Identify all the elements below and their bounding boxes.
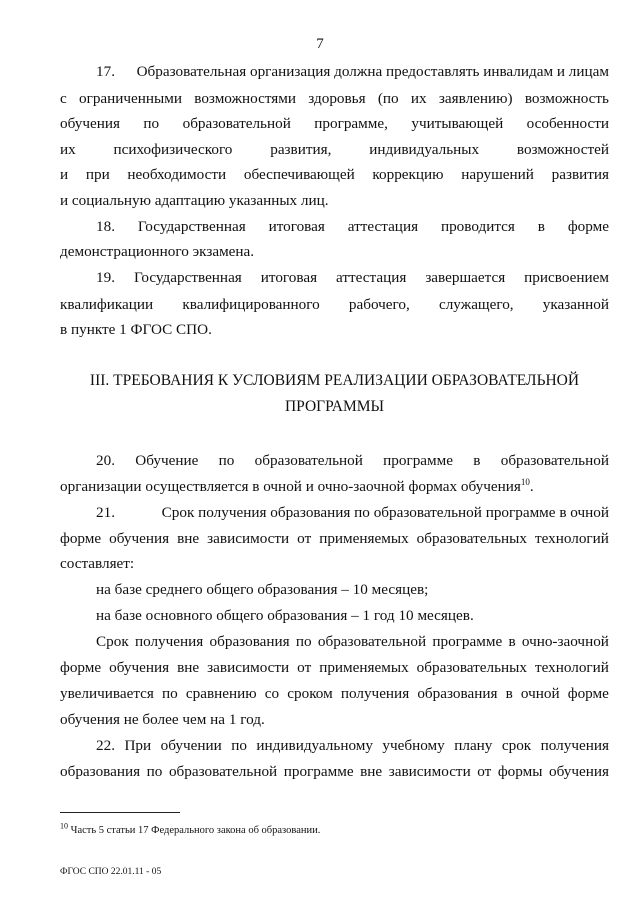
word: 22. bbox=[96, 737, 115, 754]
word: 17. bbox=[96, 63, 115, 80]
word: завершается bbox=[425, 269, 506, 286]
word: вне bbox=[177, 659, 200, 676]
word: 20. bbox=[96, 452, 115, 469]
word: 19. bbox=[96, 269, 115, 286]
word: образовательной bbox=[500, 452, 609, 469]
word: Срок получения образования по образовательной программе в очной bbox=[161, 504, 609, 521]
word: квалифицированного bbox=[182, 296, 320, 313]
word: образования bbox=[60, 763, 141, 780]
word: от bbox=[297, 530, 312, 547]
word: программе bbox=[383, 452, 453, 469]
word: обучении bbox=[160, 737, 222, 754]
word: (по bbox=[377, 90, 399, 107]
word: сравнению bbox=[185, 685, 257, 702]
footnote bbox=[60, 821, 321, 838]
word: Обучение bbox=[135, 452, 199, 469]
word: по bbox=[295, 633, 312, 650]
footnote-number: 10 bbox=[60, 821, 68, 831]
p17-line-4 bbox=[60, 140, 609, 160]
word: Государственная bbox=[137, 218, 246, 235]
word: срок bbox=[501, 737, 532, 754]
word: формы bbox=[497, 763, 543, 780]
p20-line-1 bbox=[96, 451, 609, 471]
word: проводится bbox=[440, 218, 515, 235]
word: развития bbox=[551, 166, 609, 183]
word: психофизического bbox=[113, 141, 233, 158]
word: возможностями bbox=[194, 90, 297, 107]
word: нарушений bbox=[461, 166, 534, 183]
word: программе bbox=[432, 633, 503, 650]
word: здоровья bbox=[308, 90, 366, 107]
word: зависимости bbox=[207, 530, 290, 547]
word: учитывающей bbox=[411, 115, 504, 132]
word: их bbox=[60, 141, 76, 158]
word: обучения bbox=[109, 659, 170, 676]
word: вне bbox=[177, 530, 200, 547]
word: индивидуальному bbox=[256, 737, 373, 754]
p17-line-5 bbox=[60, 165, 609, 185]
word: образовательной bbox=[182, 115, 291, 132]
word: с bbox=[60, 90, 67, 107]
p22-line-1 bbox=[96, 736, 609, 756]
word: по bbox=[218, 452, 235, 469]
p21-item-2: на базе основного общего образования – 1 год 10 месяцев. bbox=[96, 607, 474, 624]
word: увеличивается bbox=[60, 685, 154, 702]
word: Срок bbox=[96, 633, 129, 650]
p18-line-2: демонстрационного экзамена. bbox=[60, 243, 255, 260]
word: Образовательная организация должна предоставлять инвалидам и лицам bbox=[136, 63, 609, 80]
p21-cont-line-3 bbox=[60, 684, 609, 704]
word: учебному bbox=[382, 737, 445, 754]
p21-cont-line-1 bbox=[96, 632, 609, 652]
word: 18. bbox=[96, 218, 115, 235]
page-footer: ФГОС СПО 22.01.11 - 05 bbox=[60, 867, 162, 877]
word: их bbox=[410, 90, 427, 107]
word: по bbox=[162, 685, 178, 702]
word: заявлению) bbox=[438, 90, 513, 107]
word: итоговая bbox=[268, 218, 325, 235]
word: необходимости bbox=[127, 166, 227, 183]
word: форме bbox=[567, 218, 609, 235]
word: в bbox=[537, 218, 545, 235]
word: обучения bbox=[549, 763, 609, 780]
word: от bbox=[297, 659, 312, 676]
word: указанной bbox=[542, 296, 609, 313]
word: образовательной bbox=[254, 452, 363, 469]
word: квалификации bbox=[60, 296, 154, 313]
word: в bbox=[508, 633, 516, 650]
word: 21. bbox=[96, 504, 115, 521]
p19-line-2 bbox=[60, 295, 609, 315]
p17-line-3 bbox=[60, 114, 609, 134]
footnote-ref-10: 10 bbox=[520, 476, 530, 487]
word: образовательной bbox=[168, 763, 278, 780]
p18-line-1 bbox=[96, 217, 609, 237]
p21-line-1 bbox=[96, 503, 609, 523]
page-number: 7 bbox=[316, 36, 324, 52]
p21-cont-line-2 bbox=[60, 658, 609, 678]
word: форме bbox=[567, 685, 609, 702]
word: коррекцию bbox=[372, 166, 444, 183]
word: от bbox=[477, 763, 492, 780]
word: образовательных bbox=[416, 530, 527, 547]
word: возможностей bbox=[516, 141, 609, 158]
word: в bbox=[505, 685, 513, 702]
p19-line-3: в пункте 1 ФГОС СПО. bbox=[60, 321, 212, 338]
word: применяемых bbox=[319, 659, 409, 676]
word: образования bbox=[417, 685, 498, 702]
p21-line-2 bbox=[60, 529, 609, 549]
word: особенности bbox=[526, 115, 609, 132]
p17-line-6: и социальную адаптацию указанных лиц. bbox=[60, 192, 329, 209]
p19-line-1 bbox=[96, 268, 609, 288]
word: обучения bbox=[109, 530, 170, 547]
word: образовательных bbox=[416, 659, 527, 676]
word: аттестация bbox=[347, 218, 419, 235]
p17-line-2 bbox=[60, 89, 609, 109]
word: получения bbox=[540, 737, 609, 754]
word: по bbox=[146, 763, 163, 780]
section-heading-line-2: ПРОГРАММЫ bbox=[284, 398, 385, 415]
word: присвоением bbox=[524, 269, 609, 286]
word: образования bbox=[209, 633, 290, 650]
word: в bbox=[473, 452, 481, 469]
word: возможность bbox=[524, 90, 609, 107]
word: технологий bbox=[534, 530, 609, 547]
word: программе bbox=[283, 763, 354, 780]
word: плану bbox=[454, 737, 493, 754]
word: по bbox=[143, 115, 160, 132]
word: итоговая bbox=[260, 269, 318, 286]
p21-line-3: составляет: bbox=[60, 555, 135, 572]
word: рабочего, bbox=[348, 296, 410, 313]
word: технологий bbox=[534, 659, 609, 676]
word: вне bbox=[360, 763, 383, 780]
word: форме bbox=[60, 530, 102, 547]
word: очно-заочной bbox=[521, 633, 609, 650]
footnote-separator bbox=[60, 812, 180, 813]
word: развития, bbox=[270, 141, 332, 158]
word: ограниченными bbox=[79, 90, 182, 107]
word: получения bbox=[134, 633, 204, 650]
word: программе, bbox=[314, 115, 388, 132]
word: обучения bbox=[60, 115, 120, 132]
word: форме bbox=[60, 659, 102, 676]
word: получения bbox=[340, 685, 410, 702]
word: применяемых bbox=[319, 530, 409, 547]
word: обеспечивающей bbox=[243, 166, 355, 183]
footnote-text: Часть 5 статьи 17 Федерального закона об образовании. bbox=[68, 825, 321, 836]
p22-line-2 bbox=[60, 762, 609, 782]
p20-line-2-text: организации осуществляется в очной и очно-заочной формах обучения bbox=[60, 478, 521, 495]
section-heading-line-1: III. ТРЕБОВАНИЯ К УСЛОВИЯМ РЕАЛИЗАЦИИ ОБРАЗОВАТЕЛЬНОЙ bbox=[89, 372, 580, 389]
word: и bbox=[60, 166, 69, 183]
p20-line-2 bbox=[60, 477, 609, 497]
p17-line-1 bbox=[96, 62, 609, 82]
p20-line-2-end: . bbox=[529, 478, 534, 495]
word: по bbox=[231, 737, 247, 754]
word: служащего, bbox=[438, 296, 514, 313]
p21-cont-line-4: обучения не более чем на 1 год. bbox=[60, 711, 265, 728]
word: зависимости bbox=[207, 659, 290, 676]
word: образовательной bbox=[317, 633, 427, 650]
word: сроком bbox=[287, 685, 333, 702]
word: Государственная bbox=[133, 269, 242, 286]
p21-item-1: на базе среднего общего образования – 10 месяцев; bbox=[96, 581, 429, 598]
word: со bbox=[264, 685, 280, 702]
word: очной bbox=[520, 685, 560, 702]
word: при bbox=[85, 166, 110, 183]
word: индивидуальных bbox=[369, 141, 480, 158]
word: аттестация bbox=[336, 269, 407, 286]
word: зависимости bbox=[388, 763, 471, 780]
word: При bbox=[124, 737, 152, 754]
